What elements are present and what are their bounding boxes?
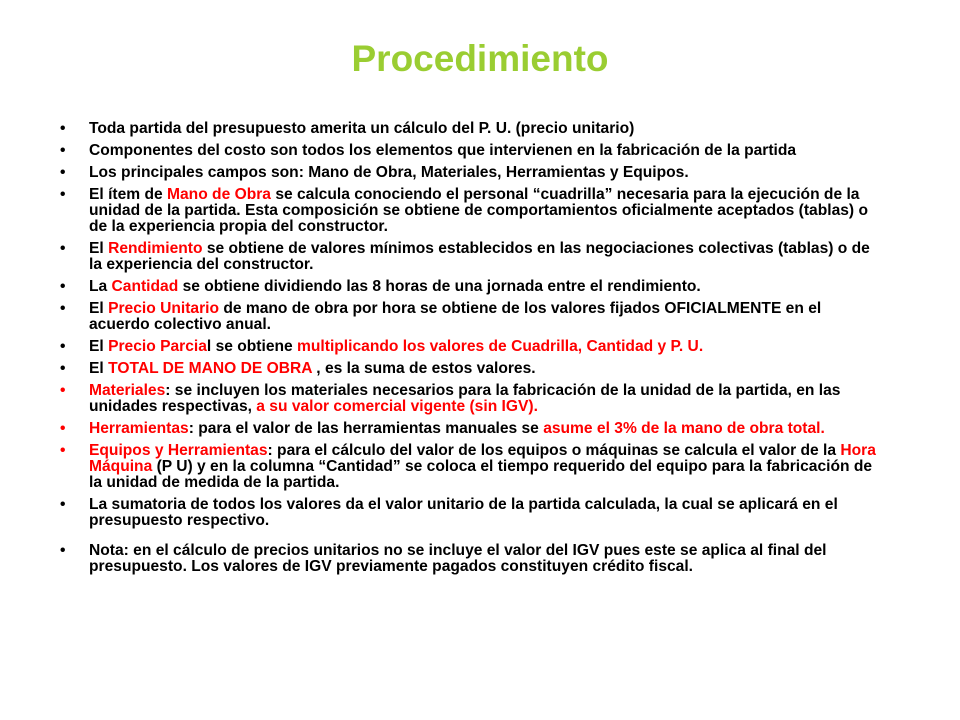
highlighted-text: Precio Parcia	[108, 338, 207, 355]
bullet-text: La sumatoria de todos los valores da el valor unitario de la partida calculada, la cual se aplicará en el presupuesto respectivo.	[89, 496, 838, 529]
highlighted-text: Precio Unitario	[108, 300, 219, 317]
bullet-item	[60, 443, 880, 491]
bullet-item	[60, 421, 880, 437]
bullet-text: El	[89, 338, 109, 355]
highlighted-text: a su valor comercial vigente (sin IGV).	[256, 398, 538, 415]
bullet-text: El	[89, 240, 109, 257]
bullet-item	[60, 165, 880, 181]
highlighted-text: Hora Máquina	[89, 442, 876, 475]
bullet-text: El ítem de	[89, 186, 167, 203]
bullet-item	[60, 301, 880, 333]
highlighted-text: Rendimiento	[108, 240, 203, 257]
bullet-text: , es la suma de estos valores.	[311, 360, 536, 377]
bullet-text: se obtiene de valores mínimos establecidos en las negociaciones colectivas (tablas) o de la experiencia del constructor.	[89, 240, 870, 273]
bullet-text: : para el valor de las herramientas manuales se	[188, 420, 544, 437]
highlighted-text: multiplicando los valores de Cuadrilla, Cantidad y P. U.	[297, 338, 704, 355]
bullet-text: Nota: en el cálculo de precios unitarios no se incluye el valor del IGV pues este se aplica al final del presupuesto. Los valores de IGV previamente pagados constituyen crédito fiscal.	[89, 542, 827, 575]
bullet-text: Toda partida del presupuesto amerita un cálculo del P. U. (precio unitario)	[89, 120, 635, 137]
bullet-item	[60, 497, 880, 529]
bullet-item	[60, 279, 880, 295]
bullet-text: se calcula conociendo el personal “cuadrilla” necesaria para la ejecución de la unidad de la partida. Esta composición se obtiene de comportamientos oficialmente aceptados (tablas) o de la experiencia propia del constructor.	[89, 186, 868, 235]
bullet-text: El	[89, 360, 109, 377]
bullet-text: Componentes del costo son todos los elementos que intervienen en la fabricación de la partida	[89, 142, 797, 159]
bullet-text: de mano de obra por hora se obtiene de los valores fijados OFICIALMENTE en el acuerdo colectivo anual.	[89, 300, 822, 333]
bullet-item	[60, 187, 880, 235]
bullet-text: se obtiene dividiendo las 8 horas de una jornada entre el rendimiento.	[178, 278, 701, 295]
highlighted-text: Equipos y Herramientas	[89, 442, 268, 459]
highlighted-text: Herramientas	[89, 420, 189, 437]
bullet-item	[60, 121, 880, 137]
bullet-text: Los principales campos son: Mano de Obra, Materiales, Herramientas y Equipos.	[89, 164, 689, 181]
bullet-text: El	[89, 300, 109, 317]
bullet-item	[60, 361, 880, 377]
bullet-item	[60, 339, 880, 355]
bullet-list	[60, 121, 880, 581]
highlighted-text: Cantidad	[111, 278, 179, 295]
bullet-text: : se incluyen los materiales necesarios para la fabricación de la unidad de la partida, en las unidades respectivas,	[89, 382, 841, 415]
bullet-item	[60, 383, 880, 415]
highlighted-text: Mano de Obra	[167, 186, 271, 203]
highlighted-text: Materiales	[89, 382, 166, 399]
bullet-item	[60, 543, 880, 575]
slide-title: Procedimiento	[351, 38, 609, 79]
bullet-text: La	[89, 278, 112, 295]
highlighted-text: asume el 3% de la mano de obra total.	[543, 420, 825, 437]
bullet-text: (P U) y en la columna “Cantidad” se coloca el tiempo requerido del equipo para la fabricación de la unidad de medida de la partida.	[89, 458, 873, 491]
bullet-item	[60, 143, 880, 159]
bullet-item	[60, 241, 880, 273]
bullet-text: : para el cálculo del valor de los equipos o máquinas se calcula el valor de la	[267, 442, 841, 459]
bullet-text: l se obtiene	[206, 338, 298, 355]
highlighted-text: TOTAL DE MANO DE OBRA	[108, 360, 312, 377]
